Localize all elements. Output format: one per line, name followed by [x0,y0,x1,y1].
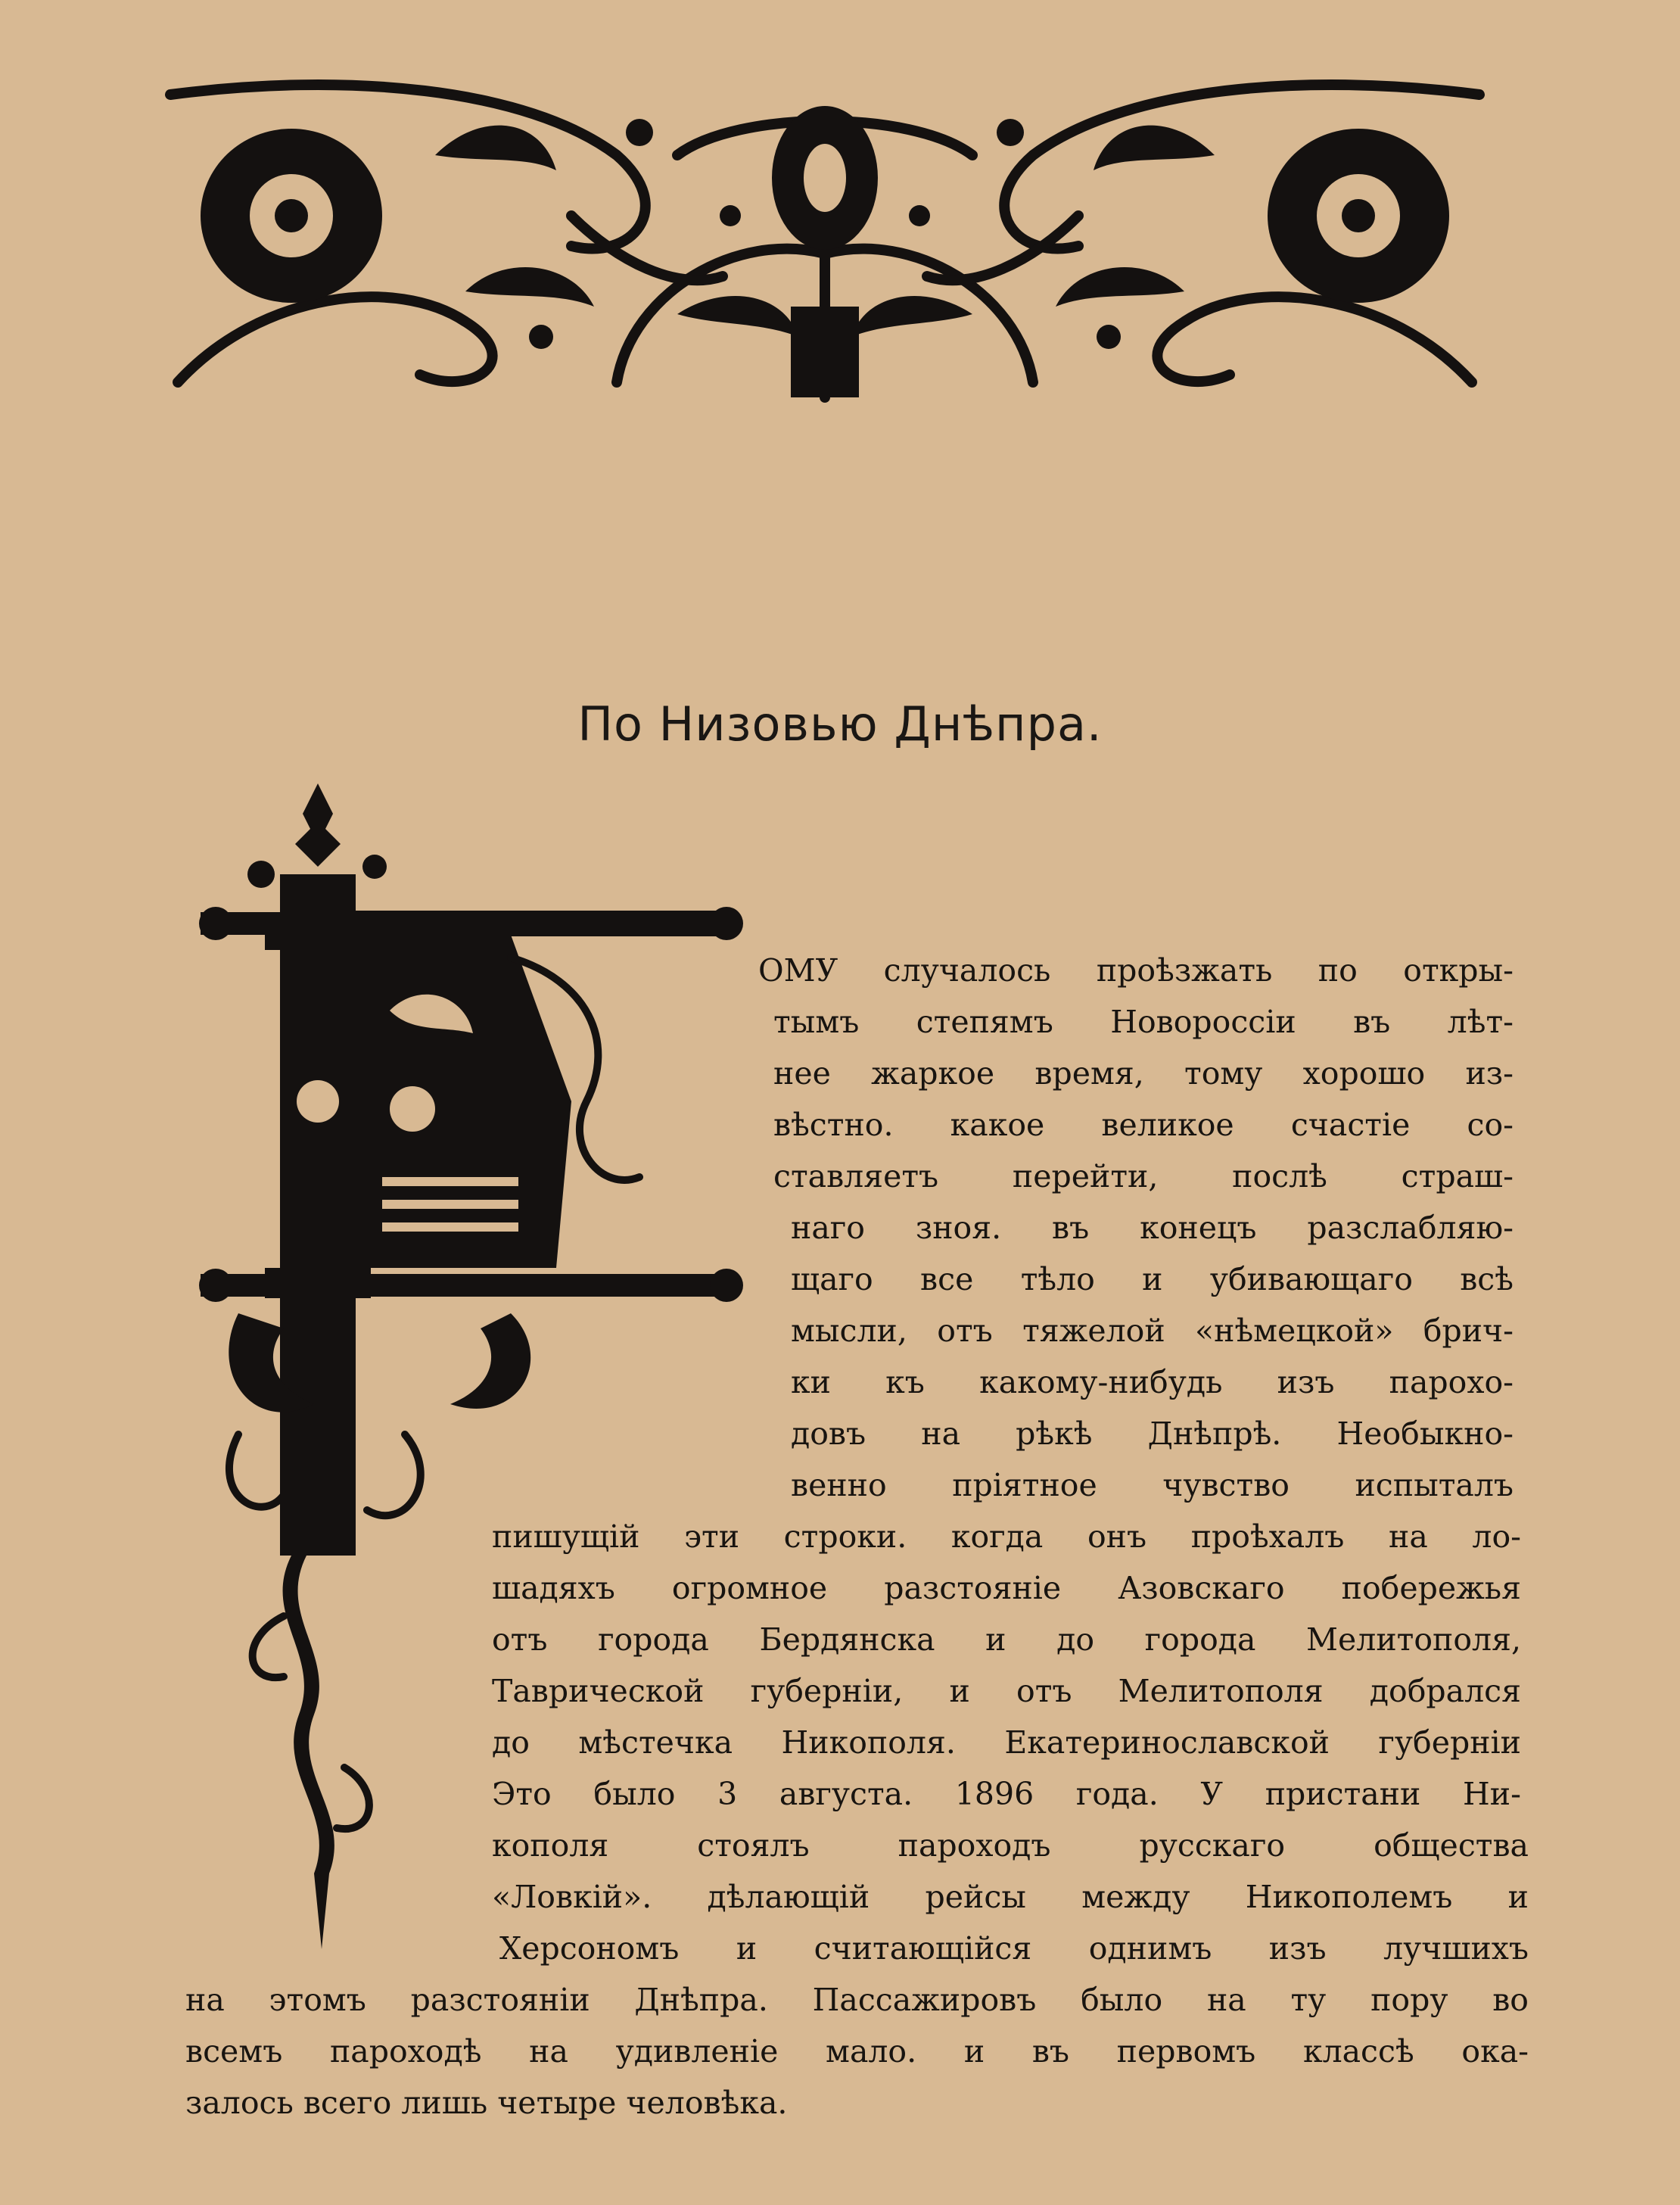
text-line: ки къ какому-нибудь изъ парохо- [791,1364,1514,1400]
text-line: кополя стоялъ пароходъ русскаго общества [492,1827,1529,1864]
page-title: По Низовью Днѣпра. [577,696,1103,752]
text-line: пишущій эти строки. когда онъ проѣхалъ на ло- [492,1518,1521,1555]
text-line: на этомъ разстояніи Днѣпра. Пассажировъ было на ту пору во [185,1982,1529,2018]
text-line: «Ловкій». дѣлающій рейсы между Никополемъ и [492,1879,1529,1915]
text-line: нее жаркое время, тому хорошо из- [773,1055,1514,1092]
text-line: Херсономъ и считающійся однимъ изъ лучшихъ [499,1930,1529,1967]
text-line: венно пріятное чувство испыталъ [791,1467,1514,1503]
text-line: Таврической губерніи, и отъ Мелитополя добрался [492,1673,1521,1709]
text-line: отъ города Бердянска и до города Мелитополя, [492,1621,1521,1658]
text-line: довъ на рѣкѣ Днѣпрѣ. Необыкно- [791,1415,1514,1452]
text-line: щаго все тѣло и убивающаго всѣ [791,1261,1514,1297]
text-line: до мѣстечка Никополя. Екатеринославской губерніи [492,1724,1521,1761]
text-line: наго зноя. въ конецъ разслабляю- [791,1210,1514,1246]
text-line-last: залось всего лишь четыре человѣка. [185,2085,788,2121]
text-line: всемъ пароходѣ на удивленіе мало. и въ первомъ классѣ ока- [185,2033,1529,2070]
text-line: ставляетъ перейти, послѣ страш- [773,1158,1514,1194]
text-line: тымъ степямъ Новороссіи въ лѣт- [773,1004,1514,1040]
text-line: Это было 3 августа. 1896 года. У пристани Ни- [492,1776,1521,1812]
text-line: ОМУ случалось проѣзжать по откры- [758,952,1514,989]
text-line: шадяхъ огромное разстояніе Азовскаго побережья [492,1570,1521,1606]
floral-headpiece-ornament [148,64,1502,420]
text-line: мысли, отъ тяжелой «нѣмецкой» брич- [791,1313,1514,1349]
text-line: вѣстно. какое великое счастіе со- [773,1107,1514,1143]
